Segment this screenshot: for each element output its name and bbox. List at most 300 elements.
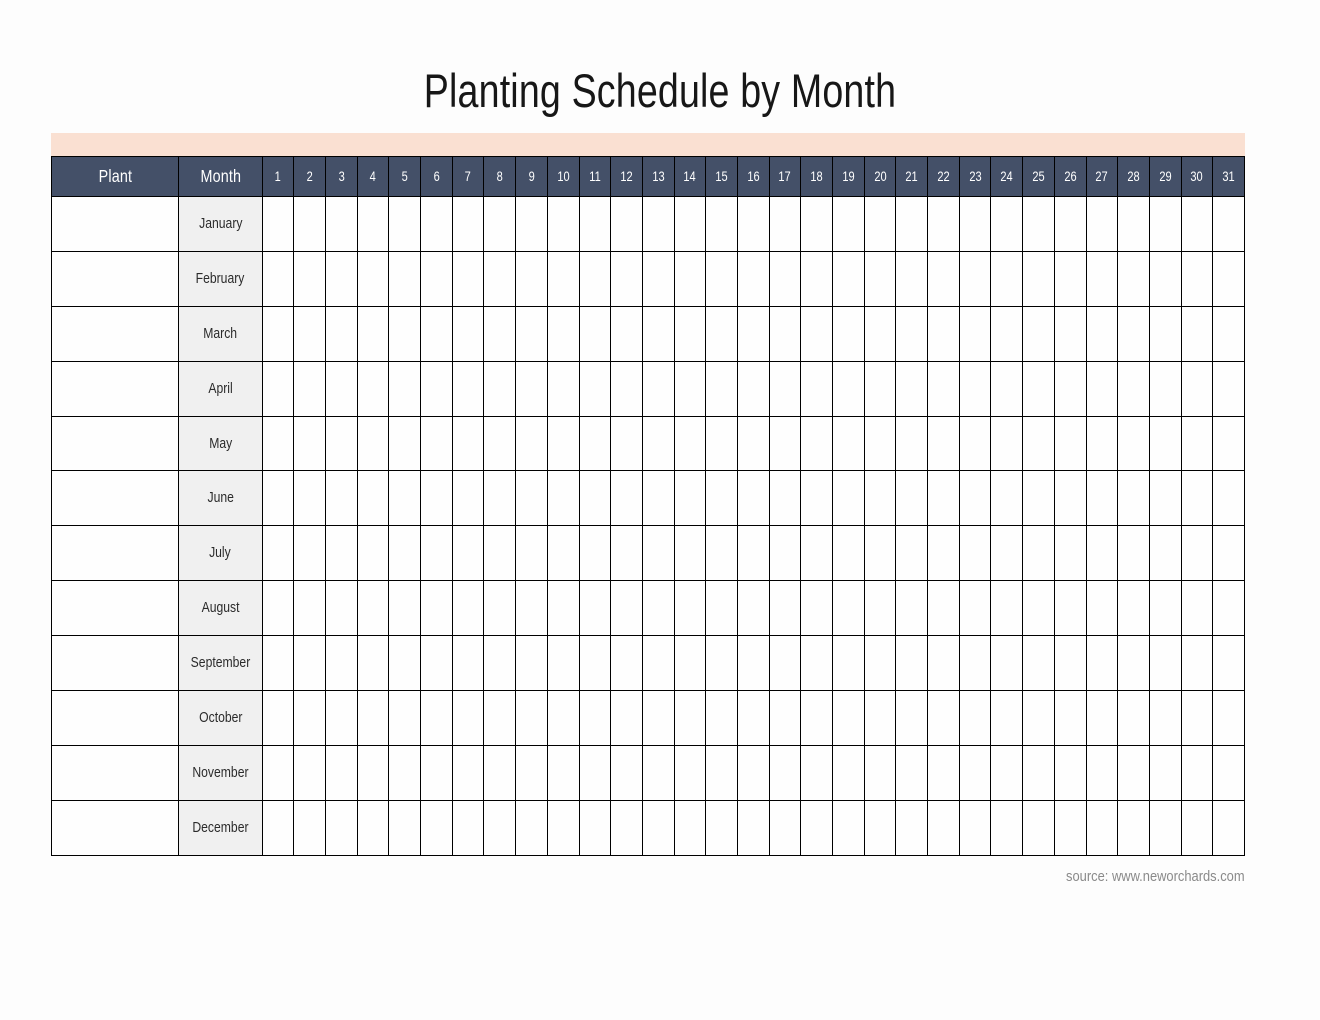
cell-day[interactable] xyxy=(579,197,611,252)
column-header-day[interactable] xyxy=(1149,157,1181,197)
cell-plant[interactable] xyxy=(52,800,179,855)
cell-day[interactable] xyxy=(674,306,706,361)
cell-day[interactable] xyxy=(706,526,738,581)
cell-day[interactable] xyxy=(864,691,896,746)
cell-day[interactable] xyxy=(769,636,801,691)
cell-day[interactable] xyxy=(1054,251,1086,306)
cell-day[interactable] xyxy=(928,745,960,800)
cell-day[interactable] xyxy=(1181,745,1213,800)
cell-day[interactable] xyxy=(421,691,453,746)
cell-day[interactable] xyxy=(864,306,896,361)
cell-day[interactable] xyxy=(1213,800,1245,855)
cell-day[interactable] xyxy=(262,361,294,416)
cell-day[interactable] xyxy=(294,416,326,471)
cell-day[interactable] xyxy=(769,581,801,636)
column-header-day[interactable] xyxy=(579,157,611,197)
cell-day[interactable] xyxy=(864,800,896,855)
column-header-month[interactable] xyxy=(179,157,263,197)
cell-day[interactable] xyxy=(357,416,389,471)
cell-day[interactable] xyxy=(769,691,801,746)
cell-day[interactable] xyxy=(1149,197,1181,252)
cell-day[interactable] xyxy=(1118,691,1150,746)
cell-day[interactable] xyxy=(769,526,801,581)
cell-day[interactable] xyxy=(611,416,643,471)
cell-day[interactable] xyxy=(991,636,1023,691)
cell-day[interactable] xyxy=(357,581,389,636)
cell-day[interactable] xyxy=(452,251,484,306)
cell-day[interactable] xyxy=(611,306,643,361)
cell-plant[interactable] xyxy=(52,636,179,691)
cell-day[interactable] xyxy=(959,636,991,691)
cell-day[interactable] xyxy=(262,526,294,581)
cell-day[interactable] xyxy=(833,691,865,746)
cell-day[interactable] xyxy=(1213,416,1245,471)
column-header-day[interactable] xyxy=(1181,157,1213,197)
cell-day[interactable] xyxy=(896,416,928,471)
cell-day[interactable] xyxy=(389,691,421,746)
cell-day[interactable] xyxy=(674,636,706,691)
column-header-day[interactable] xyxy=(642,157,674,197)
cell-day[interactable] xyxy=(769,745,801,800)
cell-day[interactable] xyxy=(452,745,484,800)
cell-day[interactable] xyxy=(547,306,579,361)
cell-day[interactable] xyxy=(801,636,833,691)
cell-day[interactable] xyxy=(484,636,516,691)
cell-day[interactable] xyxy=(611,581,643,636)
cell-day[interactable] xyxy=(642,581,674,636)
cell-day[interactable] xyxy=(516,636,548,691)
cell-day[interactable] xyxy=(484,251,516,306)
cell-day[interactable] xyxy=(516,416,548,471)
cell-plant[interactable] xyxy=(52,581,179,636)
cell-plant[interactable] xyxy=(52,361,179,416)
cell-day[interactable] xyxy=(294,745,326,800)
cell-day[interactable] xyxy=(801,306,833,361)
cell-day[interactable] xyxy=(833,581,865,636)
cell-day[interactable] xyxy=(389,745,421,800)
cell-day[interactable] xyxy=(452,306,484,361)
cell-day[interactable] xyxy=(833,251,865,306)
cell-day[interactable] xyxy=(326,361,358,416)
cell-day[interactable] xyxy=(1086,526,1118,581)
column-header-day[interactable] xyxy=(1118,157,1150,197)
cell-day[interactable] xyxy=(769,471,801,526)
cell-day[interactable] xyxy=(484,197,516,252)
cell-day[interactable] xyxy=(1023,691,1055,746)
cell-day[interactable] xyxy=(1054,416,1086,471)
cell-day[interactable] xyxy=(1054,361,1086,416)
cell-day[interactable] xyxy=(674,197,706,252)
column-header-day[interactable] xyxy=(294,157,326,197)
cell-day[interactable] xyxy=(642,800,674,855)
cell-day[interactable] xyxy=(357,306,389,361)
cell-day[interactable] xyxy=(611,251,643,306)
cell-day[interactable] xyxy=(991,800,1023,855)
cell-day[interactable] xyxy=(864,361,896,416)
cell-day[interactable] xyxy=(547,745,579,800)
cell-day[interactable] xyxy=(1086,691,1118,746)
cell-day[interactable] xyxy=(706,416,738,471)
cell-day[interactable] xyxy=(991,581,1023,636)
cell-day[interactable] xyxy=(579,745,611,800)
cell-day[interactable] xyxy=(737,197,769,252)
cell-day[interactable] xyxy=(1086,745,1118,800)
cell-day[interactable] xyxy=(959,471,991,526)
cell-day[interactable] xyxy=(1118,361,1150,416)
cell-day[interactable] xyxy=(1086,197,1118,252)
cell-day[interactable] xyxy=(928,526,960,581)
cell-day[interactable] xyxy=(262,636,294,691)
cell-day[interactable] xyxy=(611,691,643,746)
column-header-day[interactable] xyxy=(326,157,358,197)
cell-day[interactable] xyxy=(1118,471,1150,526)
cell-day[interactable] xyxy=(959,581,991,636)
cell-day[interactable] xyxy=(769,800,801,855)
cell-day[interactable] xyxy=(864,636,896,691)
cell-day[interactable] xyxy=(294,197,326,252)
cell-day[interactable] xyxy=(737,361,769,416)
cell-day[interactable] xyxy=(737,416,769,471)
cell-day[interactable] xyxy=(1086,251,1118,306)
cell-day[interactable] xyxy=(579,691,611,746)
cell-day[interactable] xyxy=(326,526,358,581)
cell-day[interactable] xyxy=(991,197,1023,252)
cell-day[interactable] xyxy=(484,691,516,746)
column-header-day[interactable] xyxy=(801,157,833,197)
cell-day[interactable] xyxy=(326,416,358,471)
cell-day[interactable] xyxy=(801,581,833,636)
cell-day[interactable] xyxy=(642,361,674,416)
cell-day[interactable] xyxy=(1118,745,1150,800)
cell-day[interactable] xyxy=(357,361,389,416)
cell-day[interactable] xyxy=(801,361,833,416)
cell-day[interactable] xyxy=(928,691,960,746)
cell-day[interactable] xyxy=(833,306,865,361)
column-header-day[interactable] xyxy=(452,157,484,197)
cell-day[interactable] xyxy=(389,471,421,526)
column-header-day[interactable] xyxy=(1213,157,1245,197)
cell-day[interactable] xyxy=(991,471,1023,526)
cell-day[interactable] xyxy=(326,306,358,361)
cell-day[interactable] xyxy=(959,745,991,800)
cell-day[interactable] xyxy=(1213,361,1245,416)
cell-day[interactable] xyxy=(326,581,358,636)
cell-day[interactable] xyxy=(579,361,611,416)
cell-day[interactable] xyxy=(611,471,643,526)
cell-day[interactable] xyxy=(611,745,643,800)
cell-day[interactable] xyxy=(928,636,960,691)
cell-day[interactable] xyxy=(516,800,548,855)
cell-day[interactable] xyxy=(421,526,453,581)
cell-day[interactable] xyxy=(1149,800,1181,855)
cell-day[interactable] xyxy=(1149,526,1181,581)
cell-day[interactable] xyxy=(642,691,674,746)
cell-day[interactable] xyxy=(1118,251,1150,306)
column-header-day[interactable] xyxy=(928,157,960,197)
column-header-day[interactable] xyxy=(611,157,643,197)
cell-day[interactable] xyxy=(1149,471,1181,526)
cell-day[interactable] xyxy=(833,197,865,252)
cell-day[interactable] xyxy=(1181,581,1213,636)
cell-day[interactable] xyxy=(737,526,769,581)
cell-day[interactable] xyxy=(1181,306,1213,361)
cell-day[interactable] xyxy=(991,306,1023,361)
cell-day[interactable] xyxy=(737,745,769,800)
cell-day[interactable] xyxy=(864,581,896,636)
column-header-plant[interactable] xyxy=(52,157,179,197)
cell-day[interactable] xyxy=(1086,636,1118,691)
cell-day[interactable] xyxy=(896,745,928,800)
column-header-day[interactable] xyxy=(357,157,389,197)
cell-day[interactable] xyxy=(769,361,801,416)
cell-day[interactable] xyxy=(357,526,389,581)
cell-day[interactable] xyxy=(737,471,769,526)
cell-day[interactable] xyxy=(959,361,991,416)
column-header-day[interactable] xyxy=(833,157,865,197)
cell-day[interactable] xyxy=(389,416,421,471)
cell-day[interactable] xyxy=(991,526,1023,581)
cell-day[interactable] xyxy=(611,197,643,252)
cell-day[interactable] xyxy=(991,361,1023,416)
cell-day[interactable] xyxy=(737,691,769,746)
cell-day[interactable] xyxy=(833,471,865,526)
column-header-day[interactable] xyxy=(516,157,548,197)
cell-day[interactable] xyxy=(421,745,453,800)
cell-plant[interactable] xyxy=(52,745,179,800)
cell-day[interactable] xyxy=(928,471,960,526)
cell-day[interactable] xyxy=(452,526,484,581)
cell-day[interactable] xyxy=(1181,636,1213,691)
cell-day[interactable] xyxy=(959,197,991,252)
cell-day[interactable] xyxy=(706,251,738,306)
cell-day[interactable] xyxy=(642,471,674,526)
cell-day[interactable] xyxy=(1149,745,1181,800)
cell-day[interactable] xyxy=(357,251,389,306)
cell-day[interactable] xyxy=(1181,471,1213,526)
cell-day[interactable] xyxy=(516,526,548,581)
cell-day[interactable] xyxy=(1181,416,1213,471)
cell-day[interactable] xyxy=(421,416,453,471)
cell-day[interactable] xyxy=(294,471,326,526)
cell-day[interactable] xyxy=(421,800,453,855)
cell-day[interactable] xyxy=(262,745,294,800)
cell-day[interactable] xyxy=(262,691,294,746)
cell-day[interactable] xyxy=(1181,197,1213,252)
cell-day[interactable] xyxy=(1149,361,1181,416)
cell-day[interactable] xyxy=(452,581,484,636)
column-header-day[interactable] xyxy=(389,157,421,197)
cell-day[interactable] xyxy=(1213,197,1245,252)
cell-day[interactable] xyxy=(896,636,928,691)
cell-day[interactable] xyxy=(769,251,801,306)
cell-day[interactable] xyxy=(1213,306,1245,361)
cell-day[interactable] xyxy=(737,800,769,855)
cell-day[interactable] xyxy=(452,197,484,252)
cell-day[interactable] xyxy=(1054,471,1086,526)
cell-day[interactable] xyxy=(357,471,389,526)
cell-day[interactable] xyxy=(547,197,579,252)
column-header-day[interactable] xyxy=(1054,157,1086,197)
cell-day[interactable] xyxy=(294,361,326,416)
cell-day[interactable] xyxy=(928,800,960,855)
cell-day[interactable] xyxy=(642,636,674,691)
cell-day[interactable] xyxy=(706,745,738,800)
cell-day[interactable] xyxy=(389,361,421,416)
cell-day[interactable] xyxy=(864,251,896,306)
cell-day[interactable] xyxy=(833,526,865,581)
cell-day[interactable] xyxy=(326,691,358,746)
cell-day[interactable] xyxy=(326,471,358,526)
cell-day[interactable] xyxy=(1054,306,1086,361)
cell-day[interactable] xyxy=(579,251,611,306)
cell-day[interactable] xyxy=(801,197,833,252)
cell-day[interactable] xyxy=(991,691,1023,746)
cell-day[interactable] xyxy=(1181,251,1213,306)
cell-day[interactable] xyxy=(801,251,833,306)
cell-day[interactable] xyxy=(547,526,579,581)
cell-day[interactable] xyxy=(801,691,833,746)
cell-day[interactable] xyxy=(452,471,484,526)
cell-day[interactable] xyxy=(928,581,960,636)
cell-day[interactable] xyxy=(611,800,643,855)
cell-day[interactable] xyxy=(801,471,833,526)
cell-plant[interactable] xyxy=(52,471,179,526)
cell-day[interactable] xyxy=(801,800,833,855)
column-header-day[interactable] xyxy=(864,157,896,197)
cell-day[interactable] xyxy=(674,800,706,855)
cell-day[interactable] xyxy=(1054,636,1086,691)
cell-day[interactable] xyxy=(294,526,326,581)
cell-day[interactable] xyxy=(357,691,389,746)
cell-day[interactable] xyxy=(737,581,769,636)
cell-day[interactable] xyxy=(579,636,611,691)
cell-day[interactable] xyxy=(547,636,579,691)
cell-day[interactable] xyxy=(706,471,738,526)
cell-day[interactable] xyxy=(1054,526,1086,581)
cell-day[interactable] xyxy=(959,526,991,581)
cell-day[interactable] xyxy=(516,361,548,416)
cell-day[interactable] xyxy=(706,197,738,252)
cell-day[interactable] xyxy=(928,306,960,361)
cell-day[interactable] xyxy=(262,581,294,636)
cell-day[interactable] xyxy=(484,526,516,581)
cell-day[interactable] xyxy=(1054,745,1086,800)
cell-day[interactable] xyxy=(801,416,833,471)
cell-day[interactable] xyxy=(357,636,389,691)
cell-day[interactable] xyxy=(421,636,453,691)
cell-day[interactable] xyxy=(674,416,706,471)
cell-day[interactable] xyxy=(833,416,865,471)
cell-plant[interactable] xyxy=(52,416,179,471)
cell-plant[interactable] xyxy=(52,306,179,361)
cell-day[interactable] xyxy=(262,197,294,252)
cell-day[interactable] xyxy=(547,691,579,746)
cell-day[interactable] xyxy=(294,636,326,691)
cell-day[interactable] xyxy=(484,745,516,800)
cell-day[interactable] xyxy=(864,416,896,471)
cell-day[interactable] xyxy=(389,636,421,691)
cell-day[interactable] xyxy=(547,251,579,306)
cell-day[interactable] xyxy=(959,691,991,746)
cell-day[interactable] xyxy=(642,251,674,306)
cell-day[interactable] xyxy=(706,361,738,416)
column-header-day[interactable] xyxy=(421,157,453,197)
cell-day[interactable] xyxy=(959,416,991,471)
cell-day[interactable] xyxy=(1054,800,1086,855)
column-header-day[interactable] xyxy=(547,157,579,197)
column-header-day[interactable] xyxy=(262,157,294,197)
cell-day[interactable] xyxy=(1023,361,1055,416)
cell-day[interactable] xyxy=(928,197,960,252)
cell-day[interactable] xyxy=(928,361,960,416)
cell-day[interactable] xyxy=(1213,691,1245,746)
cell-day[interactable] xyxy=(294,800,326,855)
column-header-day[interactable] xyxy=(484,157,516,197)
cell-day[interactable] xyxy=(452,691,484,746)
cell-day[interactable] xyxy=(1023,416,1055,471)
cell-day[interactable] xyxy=(1118,197,1150,252)
cell-day[interactable] xyxy=(1118,416,1150,471)
cell-day[interactable] xyxy=(294,306,326,361)
cell-day[interactable] xyxy=(1213,251,1245,306)
cell-day[interactable] xyxy=(611,361,643,416)
cell-plant[interactable] xyxy=(52,691,179,746)
cell-day[interactable] xyxy=(484,581,516,636)
cell-day[interactable] xyxy=(801,526,833,581)
cell-day[interactable] xyxy=(928,251,960,306)
cell-day[interactable] xyxy=(1023,251,1055,306)
cell-day[interactable] xyxy=(864,745,896,800)
cell-day[interactable] xyxy=(1181,800,1213,855)
cell-plant[interactable] xyxy=(52,197,179,252)
cell-day[interactable] xyxy=(674,691,706,746)
cell-day[interactable] xyxy=(991,251,1023,306)
cell-day[interactable] xyxy=(547,471,579,526)
cell-day[interactable] xyxy=(262,471,294,526)
cell-day[interactable] xyxy=(516,197,548,252)
cell-day[interactable] xyxy=(421,361,453,416)
cell-day[interactable] xyxy=(579,581,611,636)
cell-day[interactable] xyxy=(1086,471,1118,526)
cell-day[interactable] xyxy=(452,636,484,691)
cell-day[interactable] xyxy=(1023,636,1055,691)
cell-day[interactable] xyxy=(896,526,928,581)
cell-day[interactable] xyxy=(1181,361,1213,416)
cell-day[interactable] xyxy=(516,306,548,361)
cell-plant[interactable] xyxy=(52,251,179,306)
cell-day[interactable] xyxy=(1086,416,1118,471)
cell-day[interactable] xyxy=(579,416,611,471)
cell-day[interactable] xyxy=(991,416,1023,471)
cell-day[interactable] xyxy=(294,251,326,306)
cell-day[interactable] xyxy=(516,745,548,800)
column-header-day[interactable] xyxy=(991,157,1023,197)
cell-day[interactable] xyxy=(421,581,453,636)
cell-day[interactable] xyxy=(579,471,611,526)
column-header-day[interactable] xyxy=(737,157,769,197)
cell-day[interactable] xyxy=(484,361,516,416)
cell-day[interactable] xyxy=(1149,581,1181,636)
cell-day[interactable] xyxy=(547,800,579,855)
cell-day[interactable] xyxy=(357,197,389,252)
cell-day[interactable] xyxy=(389,306,421,361)
cell-day[interactable] xyxy=(642,416,674,471)
cell-day[interactable] xyxy=(896,800,928,855)
cell-day[interactable] xyxy=(484,306,516,361)
cell-day[interactable] xyxy=(674,526,706,581)
cell-day[interactable] xyxy=(484,471,516,526)
cell-day[interactable] xyxy=(642,306,674,361)
